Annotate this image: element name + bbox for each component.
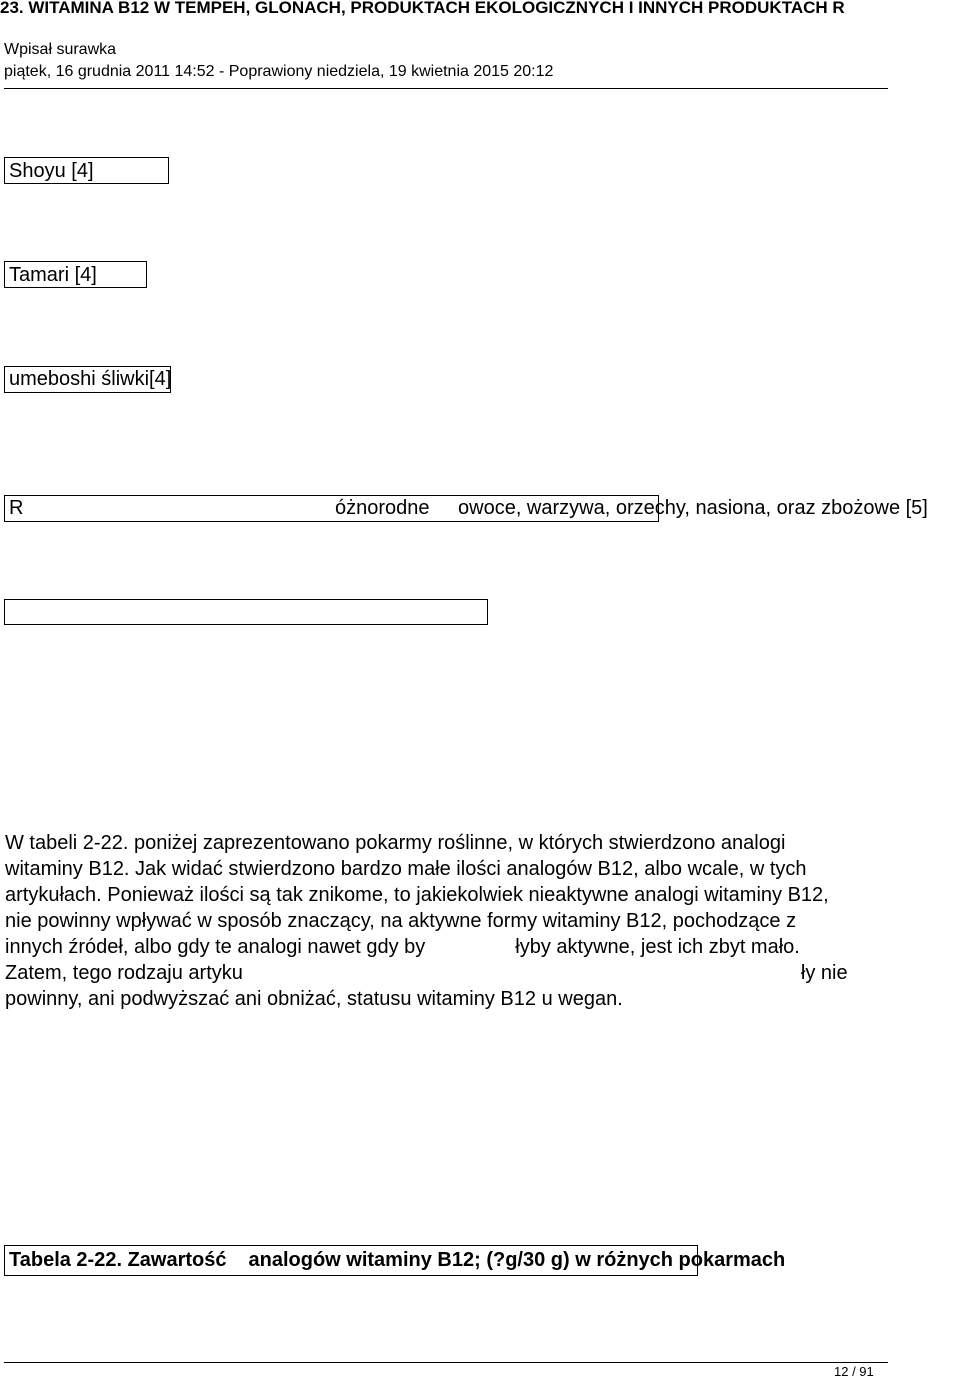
- author-line: Wpisał surawka: [4, 41, 117, 58]
- document-title: 23. WITAMINA B12 W TEMPEH, GLONACH, PRODUKTACH EKOLOGICZNYCH I INNYCH PRODUKTACH R: [0, 0, 845, 17]
- body-paragraph: [5, 830, 905, 1012]
- umeboshi-label: umeboshi śliwki[4]: [9, 368, 172, 390]
- produce-label-end: owoce, warzywa, orzechy, nasiona, oraz zbożowe [5]: [458, 497, 928, 519]
- table-caption-end: analogów witaminy B12; (?g/30 g) w różnych pokarmach: [248, 1249, 786, 1271]
- paragraph-line-5-end: łyby aktywne, jest ich zbyt mało.: [515, 936, 800, 958]
- paragraph-line-1: W tabeli 2-22. poniżej zaprezentowano pokarmy roślinne, w których stwierdzono analogi: [5, 832, 786, 854]
- paragraph-line-6-start: Zatem, tego rodzaju artyku: [5, 962, 243, 984]
- produce-label-middle: óżnorodne: [335, 497, 430, 519]
- date-line: piątek, 16 grudnia 2011 14:52 - Poprawiony niedziela, 19 kwietnia 2015 20:12: [4, 63, 554, 80]
- paragraph-line-3: artykułach. Ponieważ ilości są tak znikome, to jakiekolwiek nieaktywne analogi witaminy B12,: [5, 884, 829, 906]
- tamari-label: Tamari [4]: [9, 264, 97, 286]
- shoyu-label: Shoyu [4]: [9, 160, 94, 182]
- header-divider: [4, 88, 888, 89]
- table-caption: [9, 1248, 785, 1272]
- paragraph-line-2: witaminy B12. Jak widać stwierdzono bardzo małe ilości analogów B12, albo wcale, w tych: [5, 858, 807, 880]
- paragraph-line-7: powinny, ani podwyższać ani obniżać, statusu witaminy B12 u wegan.: [5, 988, 623, 1010]
- paragraph-line-5: [5, 934, 905, 960]
- produce-label-start: R: [9, 497, 24, 519]
- paragraph-line-6: [5, 960, 905, 986]
- empty-box: [4, 599, 488, 625]
- paragraph-line-4: nie powinny wpływać w sposób znaczący, na aktywne formy witaminy B12, pochodzące z: [5, 910, 797, 932]
- footer-divider: [4, 1362, 888, 1363]
- paragraph-line-6-end: ły nie: [800, 962, 848, 984]
- paragraph-line-5-start: innych źródeł, albo gdy te analogi nawet gdy by: [5, 936, 426, 958]
- page-number: 12 / 91: [834, 1364, 874, 1379]
- table-caption-start: Tabela 2-22. Zawartość: [9, 1249, 227, 1271]
